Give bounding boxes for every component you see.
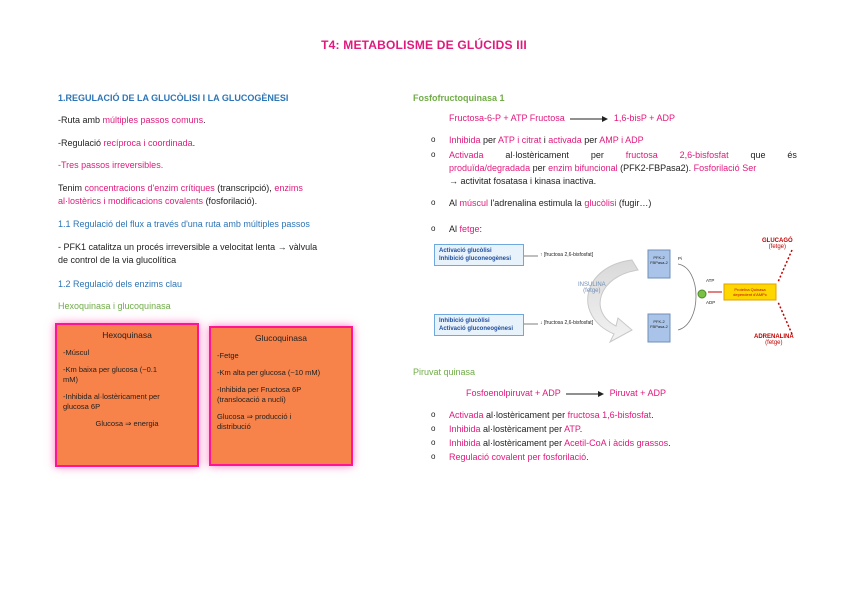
text: . [586,452,589,462]
highlight: glucòlisi [584,198,617,208]
label-line: (fetge) [583,288,601,294]
pfk-bullet-3 [449,197,651,209]
atp-label: ATP [706,278,715,283]
activation-glycolysis-box [434,244,524,266]
page-title: T4: METABOLISME DE GLÚCIDS III [321,38,527,52]
label-line: FBPasa-2 [650,260,668,265]
bullet-icon: o [431,438,436,447]
highlight: múscul [459,198,489,208]
pfk-bullet-1 [449,134,644,146]
bullet-icon: o [431,135,436,144]
up-f26bp-label: ↑ [fructosa 2,6-bisfosfat] [540,252,594,258]
highlight: Activada [449,410,484,420]
box-item: (translocació a nucli) [217,395,286,404]
highlight: fructosa [625,150,658,160]
box-item: mM) [63,375,78,384]
text: -Regulació [58,138,104,148]
pk-bullet-4 [449,451,589,463]
pfk-bullet-2-line-3: → activitat fosatasa i kinasa inactiva. [449,176,597,186]
pi-label: Pi [678,256,683,261]
highlight: AMP i ADP [599,135,644,145]
bullet-icon: o [431,424,436,433]
highlight: recíproca i coordinada [103,138,193,148]
label-line: (fetge) [768,244,786,250]
label-line: (fetge) [765,340,783,346]
inhibition-glycolysis-box [434,314,524,336]
highlight: Inhibida [449,438,481,448]
reaction-right: 1,6-bisP + ADP [613,113,675,123]
box-footer: Glucosa ⇒ producció i [217,412,292,421]
highlight: Regulació covalent per fosforilació [449,452,587,462]
label-line: FBPasa-2 [650,324,668,329]
text: (transcripció), [214,183,275,193]
pk-reaction [466,387,666,399]
box-line: Activació gluconeogènesi [439,326,514,332]
text: Al [449,198,460,208]
hexo-heading: Hexoquinasa i glucoquinasa [58,301,171,311]
text: per [530,163,549,173]
pk-bullet-3 [449,437,671,449]
adrenalina-label [754,334,794,346]
pfk2-label [648,255,670,265]
text: al·lostèricament per [480,424,565,434]
label-line: ADRENALINA [754,334,794,340]
box-line: Activació glucòlisi [439,248,492,254]
adp-label: ADP [706,300,716,305]
box-line: Inhibició glucòlisi [439,318,490,324]
bullet-icon: o [431,410,436,419]
box-footer: Glucosa ⇒ energia [95,419,159,428]
arrow-icon [566,390,604,398]
highlight: enzims [274,183,303,193]
highlight: enzim bifuncional [548,163,618,173]
piruvat-heading: Piruvat quinasa [413,367,476,377]
line-reciprocal [58,137,195,149]
box-item: -Km baixa per glucosa (~0.1 [63,365,158,374]
text: Tenim [58,183,85,193]
box-line: Inhibició gluconeogènesi [439,256,512,262]
section-1-1-heading: 1.1 Regulació del flux a través d'una ruta amb múltiples passos [58,219,310,229]
highlight: fetge [459,224,480,234]
label-line: GLUCAGÓ [762,238,793,244]
text: l'adrenalina estimula la [488,198,585,208]
highlight: produïda/degradada [449,163,531,173]
line-three-steps: -Tres passos irreversibles. [58,160,164,170]
text: per [480,135,499,145]
text: . [651,410,654,420]
glucoquinasa-box [209,326,353,466]
pfk-bullet-4 [449,223,482,235]
highlight: Fosforilació Ser [693,163,757,173]
line-enzymes-2 [58,195,257,207]
box-title: Glucoquinasa [255,333,307,343]
pk-bullet-1 [449,409,654,421]
text: que [750,150,766,160]
label-line: Proteïna Quinasa [734,287,766,292]
text: . [579,424,583,434]
text: al·lostèricament per [483,410,568,420]
pfk-bullet-2-line-1 [449,149,797,161]
highlight: ATP i citrat [498,135,542,145]
bullet-icon: o [431,452,436,461]
label-line: PFK-2 [653,255,665,260]
pka-label [725,287,775,297]
text: . [668,438,671,448]
text: (PFK2-FBPasa2). [617,163,694,173]
pfk-bullet-2-line-2 [449,162,756,174]
label-line: dependent d'AMPc [733,292,767,297]
reaction-right: Piruvat + ADP [609,388,666,398]
box-item: glucosa 6P [63,402,101,411]
box-item: -Inhibida al·lostèricament per [63,392,160,401]
pk-bullet-2 [449,423,582,435]
box-item: -Inhibida per Fructosa 6P [217,385,302,394]
box-item: -Fetge [217,351,239,360]
highlight: 2,6-bisfosfat [679,150,729,160]
box-item: -Km alta per glucosa (~10 mM) [217,368,321,377]
section-1-2-heading: 1.2 Regulació dels enzims clau [58,279,183,289]
line-enzymes-1 [58,182,303,194]
text: és [787,150,797,160]
box-footer: distribució [217,422,251,431]
text: al·lostèricament per [480,438,565,448]
label-line: PFK-2 [653,319,665,324]
label-line: INSULINA [578,282,606,288]
text: Al [449,224,460,234]
liver-regulation-diagram [432,238,800,356]
line-multiple-steps [58,114,206,126]
highlight: Activada [449,150,484,160]
bullet-icon: o [431,150,436,159]
insulina-label [578,282,606,294]
text: i [541,135,549,145]
highlight: al·lostèrics i modificacions covalents [58,196,204,206]
text: . [203,115,206,125]
text: . [192,138,196,148]
highlight: múltiples passos comuns [102,115,204,125]
pfk-line-2: de control de la via glucolítica [58,255,177,265]
text: (fugir…) [616,198,652,208]
bullet-icon: o [431,198,436,207]
text: al·lostèricament [505,150,569,160]
text: per [581,135,600,145]
bullet-icon: o [431,224,436,233]
highlight: fructosa 1,6-bisfosfat [567,410,652,420]
glucago-label [762,238,793,250]
pfk2-label [648,319,670,329]
arrow-icon [570,115,608,123]
text: (fosforilació). [203,196,258,206]
highlight: concentracions d'enzim crítiques [84,183,215,193]
highlight: Acetil-CoA i àcids grassos [564,438,669,448]
highlight: Inhibida [449,424,481,434]
hexoquinasa-box [55,323,199,467]
box-item: -Múscul [63,348,90,357]
pfk-line-1: - PFK1 catalitza un procés irreversible a velocitat lenta → vàlvula [58,242,318,252]
section-1-heading: 1.REGULACIÓ DE LA GLUCÒLISI I LA GLUCOGÈNESI [58,93,289,103]
text: -Ruta amb [58,115,103,125]
text: : [479,224,483,234]
text: per [590,150,604,160]
pfk-reaction [449,112,675,124]
down-f26bp-label: ↓ [fructosa 2,6-bisfosfat] [540,320,594,326]
box-title: Hexoquinasa [102,330,152,340]
reaction-left: Fructosa-6-P + ATP Fructosa [449,113,565,123]
reaction-left: Fosfoenolpiruvat + ADP [466,388,561,398]
highlight: ATP [564,424,580,434]
highlight: activada [548,135,582,145]
pfk1-heading: Fosfofructoquinasa 1 [413,93,505,103]
highlight: Inhibida [449,135,481,145]
